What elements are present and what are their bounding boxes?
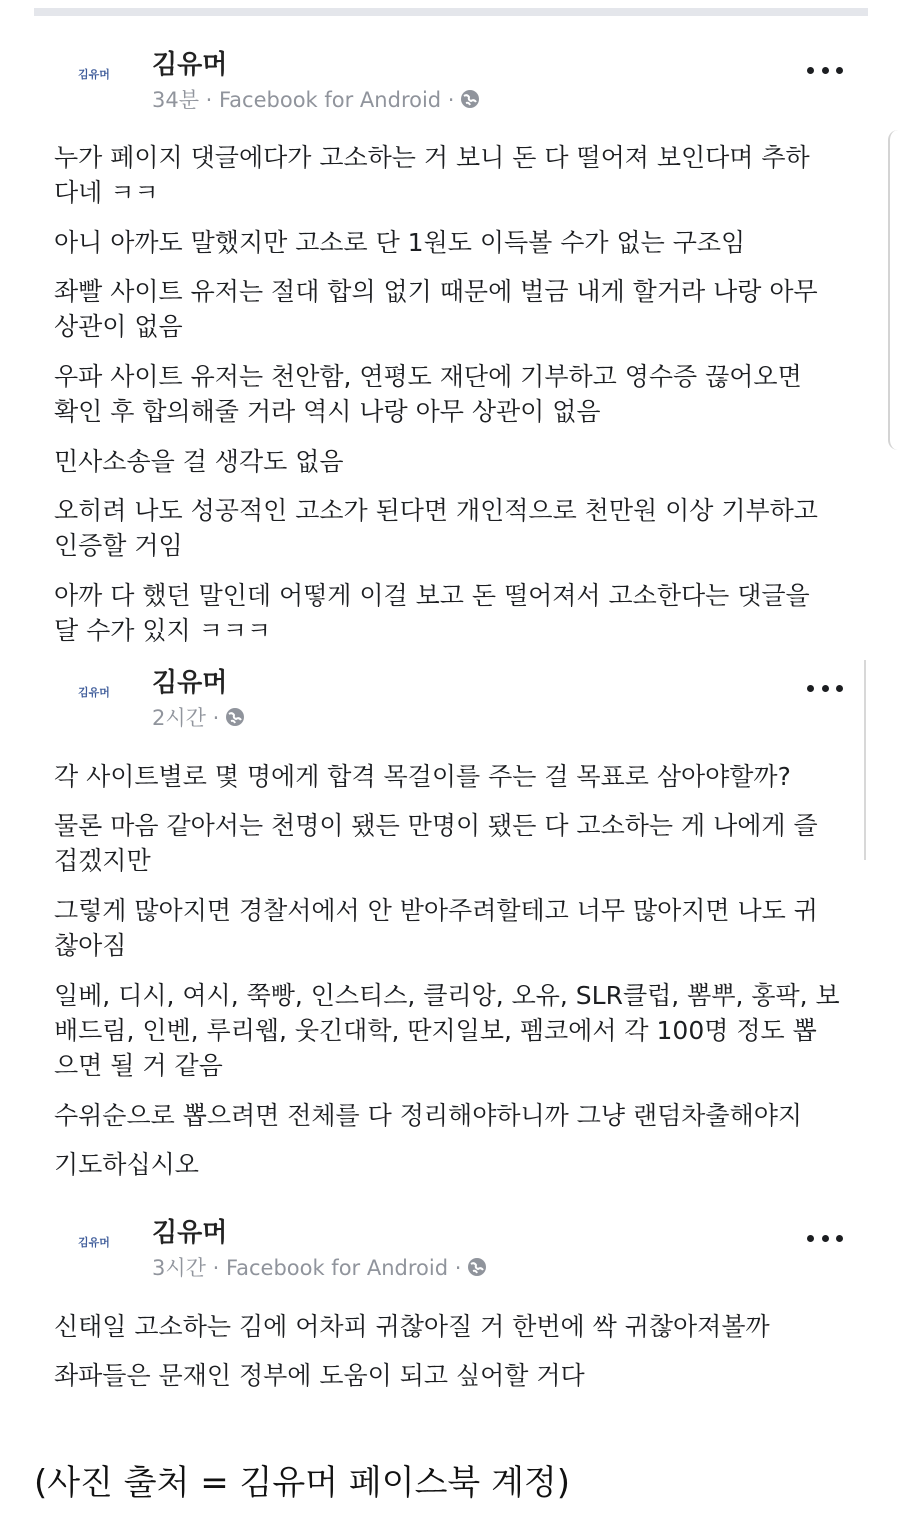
post-paragraph: 누가 페이지 댓글에다가 고소하는 거 보니 돈 다 떨어져 보인다며 추하 다네 ㅋㅋ: [54, 143, 810, 207]
post-paragraph: 물론 마음 같아서는 천명이 됐든 만명이 됐든 다 고소하는 게 나에게 즐 겁겠지만: [54, 811, 818, 875]
post-paragraph: 오히려 나도 성공적인 고소가 된다면 개인적으로 천만원 이상 기부하고 인증할 거임: [54, 496, 818, 560]
post-meta: [152, 702, 245, 732]
globe-icon: [460, 89, 480, 109]
dot: [822, 1235, 829, 1242]
dot: [836, 1235, 843, 1242]
post-meta: [152, 84, 480, 114]
post-paragraph: 아니 아까도 말했지만 고소로 단 1원도 이득볼 수가 없는 구조임: [54, 228, 746, 257]
top-divider: [34, 8, 868, 16]
post-paragraph: 일베, 디시, 여시, 쭉빵, 인스티스, 클리앙, 오유, SLR클럽, 뽐뿌, 홍팍, 보 배드림, 인벤, 루리웹, 웃긴대학, 딴지일보, 펨코에서 각 100명 정도 뽑 으면 될 거 같음: [54, 981, 840, 1080]
post-meta: [152, 1252, 487, 1282]
post-paragraph: 우파 사이트 유저는 천안함, 연평도 재단에 기부하고 영수증 끊어오면 확인 후 합의해줄 거라 역시 나랑 아무 상관이 없음: [54, 362, 802, 426]
post-timestamp: 34분 · Facebook for Android ·: [152, 88, 455, 112]
post-paragraph: 수위순으로 뽑으려면 전체를 다 정리해야하니까 그냥 랜덤차출해야지: [54, 1101, 803, 1130]
dot: [836, 685, 843, 692]
dot: [807, 67, 814, 74]
dot: [807, 1235, 814, 1242]
globe-icon: [225, 707, 245, 727]
post-paragraph: 좌빨 사이트 유저는 절대 합의 없기 때문에 벌금 내게 할거라 나랑 아무 상관이 없음: [54, 277, 818, 341]
globe-icon: [467, 1257, 487, 1277]
more-options-button[interactable]: [807, 681, 843, 695]
scrollbar[interactable]: [888, 130, 900, 450]
author-name[interactable]: 김유머: [152, 668, 228, 698]
edge-divider: [864, 660, 866, 860]
author-name[interactable]: 김유머: [152, 1218, 228, 1248]
dot: [807, 685, 814, 692]
more-options-button[interactable]: [807, 63, 843, 77]
post-paragraph: 아까 다 했던 말인데 어떻게 이걸 보고 돈 떨어져서 고소한다는 댓글을 달 수가 있지 ㅋㅋㅋ: [54, 581, 810, 645]
avatar[interactable]: 김유머: [78, 1236, 110, 1249]
more-options-button[interactable]: [807, 1231, 843, 1245]
post-paragraph: 신태일 고소하는 김에 어차피 귀찮아질 거 한번에 싹 귀찮아져볼까: [54, 1312, 770, 1341]
photo-caption: (사진 출처 = 김유머 페이스북 계정): [34, 1463, 571, 1503]
avatar[interactable]: 김유머: [78, 68, 110, 81]
avatar[interactable]: 김유머: [78, 686, 110, 699]
post-paragraph: 기도하십시오: [54, 1150, 199, 1179]
dot: [822, 685, 829, 692]
post-paragraph: 각 사이트별로 몇 명에게 합격 목걸이를 주는 걸 목표로 삼아야할까?: [54, 762, 791, 791]
post-timestamp: 2시간 ·: [152, 706, 220, 730]
author-name[interactable]: 김유머: [152, 50, 228, 80]
post-timestamp: 3시간 · Facebook for Android ·: [152, 1256, 462, 1280]
dot: [822, 67, 829, 74]
post-paragraph: 민사소송을 걸 생각도 없음: [54, 447, 344, 476]
post-paragraph: 좌파들은 문재인 정부에 도움이 되고 싶어할 거다: [54, 1361, 585, 1390]
post-paragraph: 그렇게 많아지면 경찰서에서 안 받아주려할테고 너무 많아지면 나도 귀 찮아짐: [54, 896, 818, 960]
dot: [836, 67, 843, 74]
